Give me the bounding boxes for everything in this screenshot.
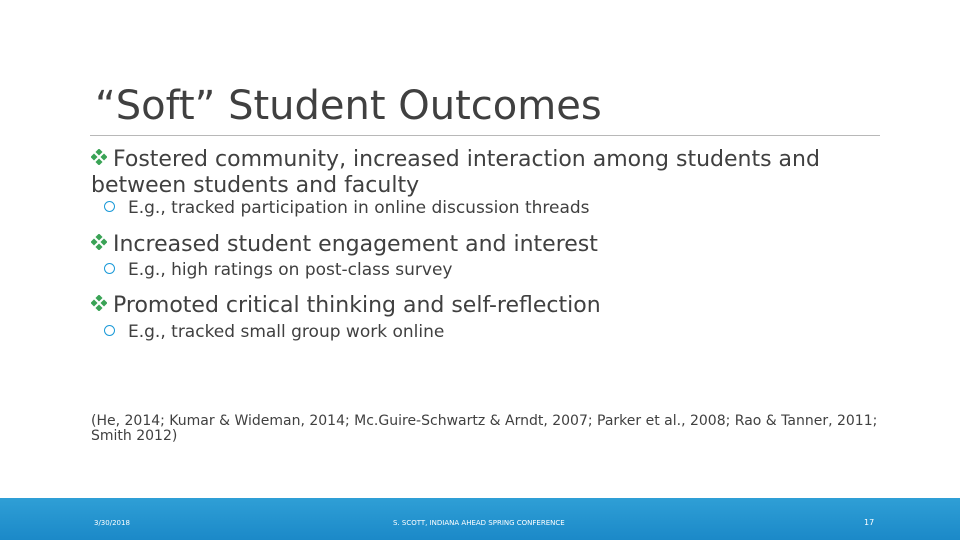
bullet-text: Increased student engagement and interest — [113, 232, 598, 257]
sub-bullet-item-1 — [104, 198, 590, 218]
sub-bullet-text: E.g., tracked small group work online — [128, 322, 445, 342]
sub-bullet-item-3 — [104, 322, 444, 342]
circle-outline-icon — [104, 201, 115, 212]
sub-bullet-text: E.g., high ratings on post-class survey — [128, 260, 453, 280]
bullet-item-1 — [91, 147, 881, 199]
diamond-clover-icon — [91, 234, 107, 250]
bullet-item-2 — [91, 232, 881, 258]
footer-bar — [0, 498, 960, 540]
sub-bullet-text: E.g., tracked participation in online discussion threads — [128, 198, 590, 218]
bullet-text: Promoted critical thinking and self-reflection — [113, 293, 601, 318]
bullet-item-3 — [91, 293, 881, 319]
references-citation: (He, 2014; Kumar & Wideman, 2014; Mc.Guire-Schwartz & Arndt, 2007; Parker et al., 2008; Rao & Tanner, 2011; Smith 2012) — [91, 413, 878, 444]
slide-number: 17 — [864, 518, 875, 527]
diamond-clover-icon — [91, 295, 107, 311]
footer-presenter: S. SCOTT, INDIANA AHEAD SPRING CONFERENCE — [393, 519, 565, 527]
diamond-clover-icon — [91, 149, 107, 165]
bullet-text: Fostered community, increased interaction among students and between students and faculty — [91, 147, 820, 198]
circle-outline-icon — [104, 325, 115, 336]
circle-outline-icon — [104, 263, 115, 274]
footer-date: 3/30/2018 — [94, 519, 130, 527]
sub-bullet-item-2 — [104, 260, 452, 280]
slide-title: “Soft” Student Outcomes — [95, 83, 602, 129]
title-divider — [90, 135, 880, 136]
